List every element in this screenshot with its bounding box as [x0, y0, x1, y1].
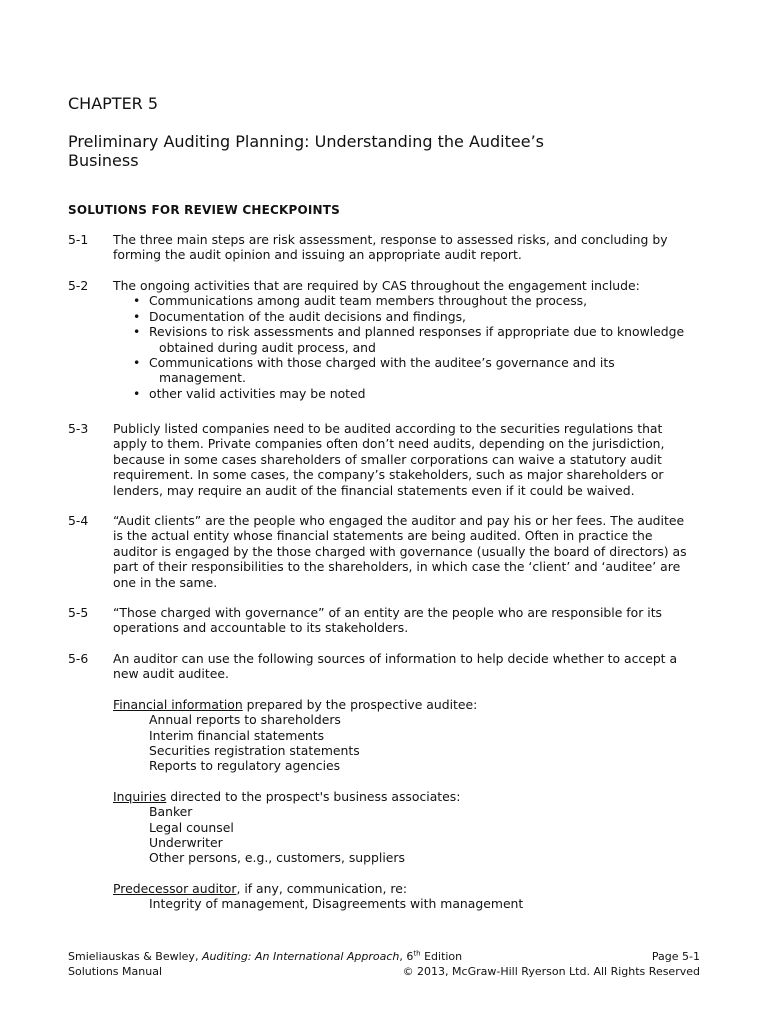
book-title: Auditing: An International Approach — [201, 950, 400, 963]
checkpoint-number: 5-4 — [68, 513, 89, 528]
list-item: Banker — [149, 804, 193, 820]
list-item: Other persons, e.g., customers, suppliers — [149, 850, 405, 866]
answer-line: because in some cases shareholders of smaller corporations can waive a statutory audit — [113, 451, 662, 467]
answer-line: part of their responsibilities to the shareholders, in which case the ‘client’ and ‘auditee’ are — [113, 559, 681, 575]
list-item: • Communications among audit team members throughout the process, — [133, 293, 588, 309]
financial-information-block: Financial information prepared by the prospective auditee: Annual reports to shareholders Interim financial statements Securities registration statements Reports to regulatory agencies — [113, 697, 702, 774]
checkpoint-answer — [113, 278, 702, 401]
checkpoint-number: 5-1 — [68, 232, 89, 247]
answer-line: An auditor can use the following sources of information to help decide whether to accept a — [113, 651, 678, 666]
bullet-icon: • — [133, 324, 141, 340]
bullet-icon: • — [133, 293, 141, 309]
answer-line: new audit auditee. — [113, 666, 229, 682]
chapter-label: CHAPTER 5 — [68, 94, 159, 113]
list-item: • Communications with those charged with the auditee’s governance and its management. — [133, 355, 615, 386]
answer-line: one in the same. — [113, 574, 218, 590]
list-item: Securities registration statements — [149, 743, 360, 759]
answer-line: “Those charged with governance” of an entity are the people who are responsible for its — [113, 605, 663, 620]
answer-line: Publicly listed companies need to be audited according to the securities regulations that — [113, 421, 663, 436]
predecessor-auditor-block: Predecessor auditor, if any, communication, re: Integrity of management, Disagreements with management — [113, 881, 702, 912]
answer-line: is the actual entity whose financial statements are being audited. Often in practice the — [113, 528, 653, 544]
answer-line: apply to them. Private companies often don’t need audits, depending on the jurisdiction, — [113, 436, 665, 452]
checkpoint-answer — [113, 651, 702, 912]
checkpoint-answer — [113, 421, 702, 498]
bullet-icon: • — [133, 308, 141, 324]
answer-line: auditor is engaged by the those charged with governance (usually the board of directors) as — [113, 543, 687, 559]
answer-line: operations and accountable to its stakeholders. — [113, 620, 409, 636]
page-number: Page 5-1 — [651, 950, 700, 963]
answer-line: “Audit clients” are the people who engaged the auditor and pay his or her fees. The auditee — [113, 513, 685, 528]
financial-information-label: Financial information — [113, 696, 243, 712]
answer-line: The ongoing activities that are required by CAS throughout the engagement include: — [113, 278, 640, 293]
list-item: Reports to regulatory agencies — [149, 758, 341, 774]
list-item: Integrity of management, Disagreements with management — [149, 896, 524, 912]
list-item: • Revisions to risk assessments and planned responses if appropriate due to knowledge obtained during audit process, and — [133, 324, 685, 355]
checkpoint-answer — [113, 605, 702, 636]
inquiries-block: Inquiries directed to the prospect's business associates: Banker Legal counsel Underwriter Other persons, e.g., customers, suppliers — [113, 789, 702, 866]
footer-citation: Smieliauskas & Bewley, Auditing: An International Approach, 6th Edition — [68, 949, 463, 963]
checkpoint-answer — [113, 513, 702, 590]
chapter-title — [68, 132, 708, 170]
checkpoint-number: 5-3 — [68, 421, 89, 436]
predecessor-auditor-label: Predecessor auditor — [113, 880, 237, 896]
footer-manual: Solutions Manual — [68, 965, 163, 978]
answer-line: lenders, may require an audit of the financial statements even if it could be waived. — [113, 482, 635, 498]
list-item: Legal counsel — [149, 819, 234, 835]
answer-line: forming the audit opinion and issuing an appropriate audit report. — [113, 247, 522, 263]
checkpoint-number: 5-6 — [68, 651, 89, 666]
list-item: Interim financial statements — [149, 727, 325, 743]
answer-line: The three main steps are risk assessment, response to assessed risks, and concluding by — [113, 232, 668, 247]
list-item: • other valid activities may be noted — [133, 385, 366, 401]
checkpoint-number: 5-2 — [68, 278, 89, 293]
bullet-icon: • — [133, 355, 141, 371]
list-item: Annual reports to shareholders — [149, 712, 341, 728]
chapter-title-line: Business — [68, 151, 139, 170]
chapter-title-line: Preliminary Auditing Planning: Understanding the Auditee’s — [68, 132, 545, 151]
checkpoint-answer — [113, 232, 702, 263]
list-item: Underwriter — [149, 835, 223, 851]
footer-copyright: © 2013, McGraw-Hill Ryerson Ltd. All Rights Reserved — [402, 965, 700, 978]
checkpoint-number: 5-5 — [68, 605, 89, 620]
activities-list — [113, 293, 702, 401]
inquiries-label: Inquiries — [113, 788, 167, 804]
list-item: • Documentation of the audit decisions and findings, — [133, 308, 466, 324]
bullet-icon: • — [133, 385, 141, 401]
section-heading: SOLUTIONS FOR REVIEW CHECKPOINTS — [68, 203, 341, 217]
answer-line: requirement. In some cases, the company’s stakeholders, such as major shareholders or — [113, 467, 664, 483]
